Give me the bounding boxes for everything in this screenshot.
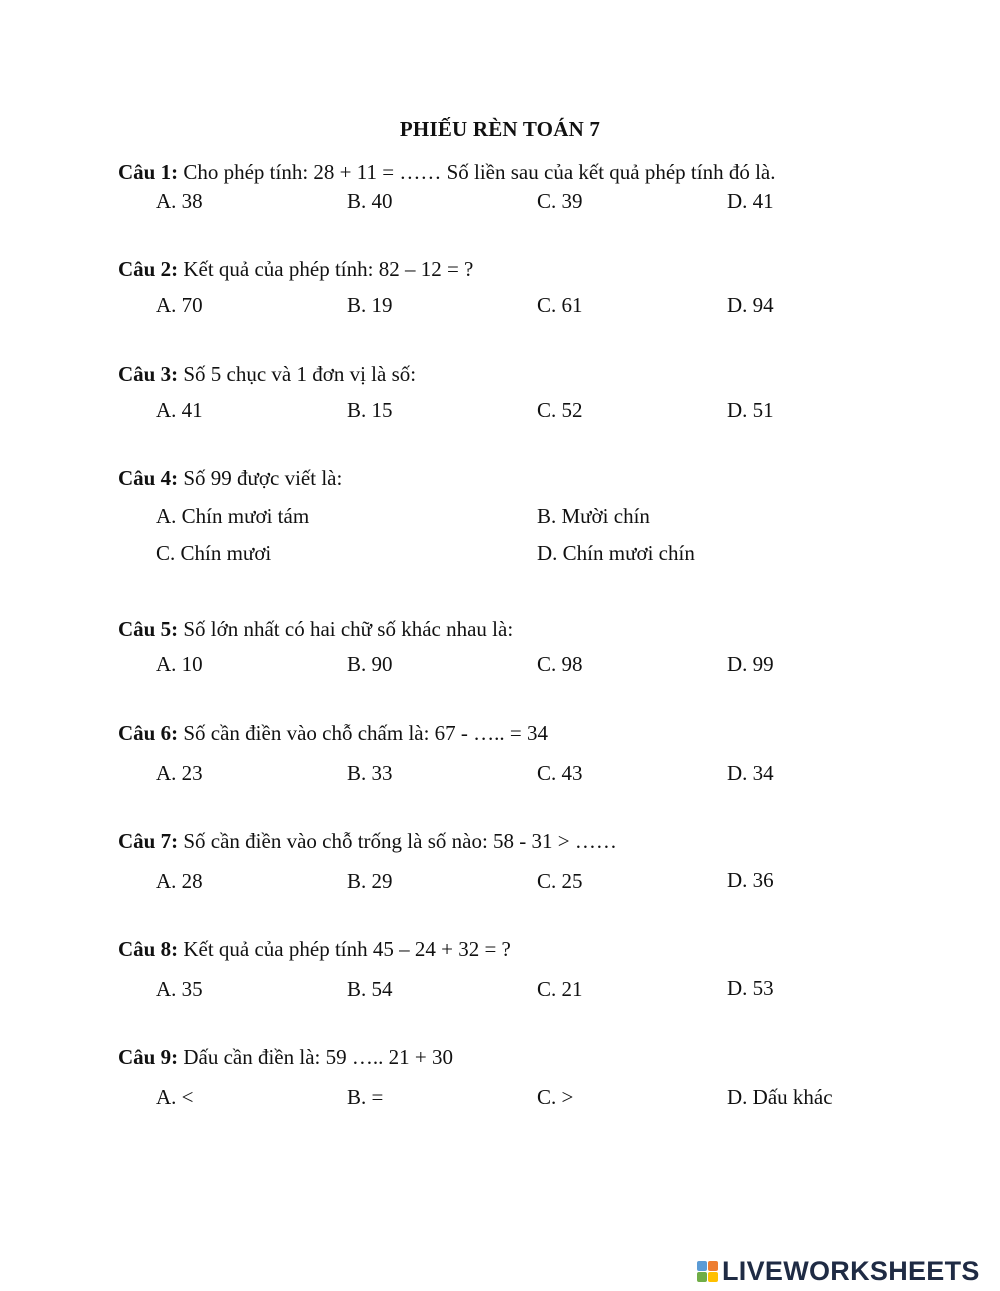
question-2-option-a[interactable]: A. 70 (156, 293, 203, 317)
question-label: Câu 5: (118, 617, 179, 641)
question-4-option-d[interactable]: D. Chín mươi chín (537, 541, 695, 565)
question-text: Số cần điền vào chỗ chấm là: 67 - ….. = 34 (178, 721, 549, 745)
question-7-option-a[interactable]: A. 28 (156, 869, 203, 893)
question-1-option-c[interactable]: C. 39 (537, 189, 583, 213)
question-8-option-d[interactable]: D. 53 (727, 976, 774, 1000)
question-4 (118, 466, 342, 491)
question-text: Kết quả của phép tính: 82 – 12 = ? (178, 257, 474, 281)
question-text: Cho phép tính: 28 + 11 = …… Số liền sau của kết quả phép tính đó là. (178, 160, 776, 184)
question-text: Số 99 được viết là: (178, 466, 343, 490)
question-6-option-a[interactable]: A. 23 (156, 761, 203, 785)
logo-block (708, 1272, 718, 1282)
worksheet-title: PHIẾU RÈN TOÁN 7 (399, 117, 601, 141)
question-2-option-b[interactable]: B. 19 (347, 293, 393, 317)
question-6-option-c[interactable]: C. 43 (537, 761, 583, 785)
question-3 (118, 362, 416, 387)
question-7 (118, 829, 617, 854)
question-label: Câu 3: (118, 362, 179, 386)
question-5-option-d[interactable]: D. 99 (727, 652, 774, 676)
question-2-option-d[interactable]: D. 94 (727, 293, 774, 317)
question-1-option-a[interactable]: A. 38 (156, 189, 203, 213)
question-7-option-c[interactable]: C. 25 (537, 869, 583, 893)
question-label: Câu 6: (118, 721, 179, 745)
question-label: Câu 7: (118, 829, 179, 853)
question-9-option-b[interactable]: B. = (347, 1085, 384, 1109)
question-7-option-b[interactable]: B. 29 (347, 869, 393, 893)
question-5-option-a[interactable]: A. 10 (156, 652, 203, 676)
question-5-option-c[interactable]: C. 98 (537, 652, 583, 676)
question-text: Số lớn nhất có hai chữ số khác nhau là: (178, 617, 514, 641)
question-2 (118, 257, 473, 282)
question-6-option-d[interactable]: D. 34 (727, 761, 774, 785)
question-text: Số 5 chục và 1 đơn vị là số: (178, 362, 417, 386)
question-9-option-d[interactable]: D. Dấu khác (727, 1085, 833, 1109)
logo-block (708, 1261, 718, 1271)
logo-block (697, 1261, 707, 1271)
question-4-option-c[interactable]: C. Chín mươi (156, 541, 272, 565)
question-9-option-a[interactable]: A. < (156, 1085, 194, 1109)
logo-blocks-icon (697, 1261, 718, 1282)
logo-text: LIVEWORKSHEETS (722, 1256, 980, 1286)
question-1-option-b[interactable]: B. 40 (347, 189, 393, 213)
question-9 (118, 1045, 453, 1070)
question-6-option-b[interactable]: B. 33 (347, 761, 393, 785)
question-3-option-d[interactable]: D. 51 (727, 398, 774, 422)
question-7-option-d[interactable]: D. 36 (727, 868, 774, 892)
question-9-option-c[interactable]: C. > (537, 1085, 574, 1109)
question-8-option-c[interactable]: C. 21 (537, 977, 583, 1001)
question-4-option-b[interactable]: B. Mười chín (537, 504, 650, 528)
question-3-option-c[interactable]: C. 52 (537, 398, 583, 422)
question-1-option-d[interactable]: D. 41 (727, 189, 774, 213)
question-5 (118, 617, 513, 642)
question-8-option-a[interactable]: A. 35 (156, 977, 203, 1001)
question-label: Câu 1: (118, 160, 179, 184)
question-text: Kết quả của phép tính 45 – 24 + 32 = ? (178, 937, 511, 961)
question-8-option-b[interactable]: B. 54 (347, 977, 393, 1001)
question-5-option-b[interactable]: B. 90 (347, 652, 393, 676)
question-label: Câu 8: (118, 937, 179, 961)
liveworksheets-logo (697, 1257, 980, 1285)
question-8 (118, 937, 511, 962)
question-2-option-c[interactable]: C. 61 (537, 293, 583, 317)
logo-block (697, 1272, 707, 1282)
question-3-option-a[interactable]: A. 41 (156, 398, 203, 422)
question-label: Câu 9: (118, 1045, 179, 1069)
question-text: Dấu cần điền là: 59 ….. 21 + 30 (178, 1045, 453, 1069)
question-label: Câu 4: (118, 466, 179, 490)
question-1 (118, 160, 776, 185)
question-text: Số cần điền vào chỗ trống là số nào: 58 - 31 > …… (178, 829, 617, 853)
question-label: Câu 2: (118, 257, 179, 281)
question-6 (118, 721, 548, 746)
question-3-option-b[interactable]: B. 15 (347, 398, 393, 422)
question-4-option-a[interactable]: A. Chín mươi tám (156, 504, 310, 528)
